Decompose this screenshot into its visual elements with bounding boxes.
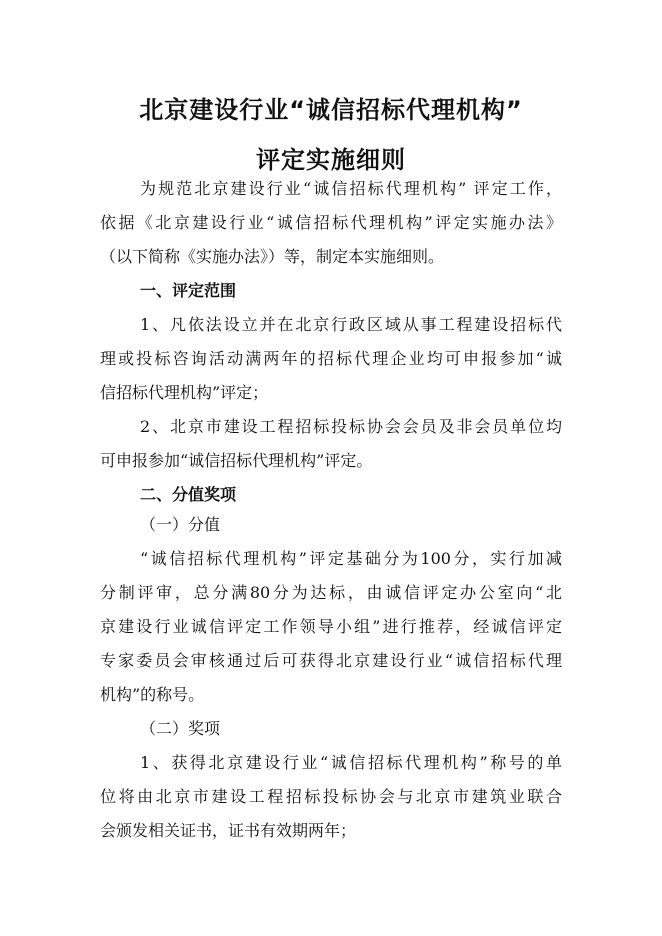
intro-line-3: （以下简称《实施办法》）等，制定本实施细则。 <box>100 247 445 266</box>
section2-sub1-line-3: 京建设行业诚信评定工作领导小组”进行推荐，经诚信评定 <box>100 617 562 636</box>
section1-item1-line-1: 1、凡依法设立并在北京行政区域从事工程建设招标代 <box>140 315 562 334</box>
section1-item2-line-1: 2、北京市建设工程招标投标协会会员及非会员单位均 <box>140 417 562 436</box>
section1-item1-line-3: 信招标代理机构”评定； <box>100 383 269 402</box>
section2-sub2-heading: （二）奖项 <box>140 719 221 738</box>
document-title-line2: 评定实施细则 <box>256 146 406 174</box>
section1-item2-line-2: 可申报参加“诚信招标代理机构”评定。 <box>100 451 373 470</box>
section2-sub1-heading: （一）分值 <box>140 515 221 534</box>
document-title-line1: 北京建设行业“诚信招标代理机构” <box>139 96 523 124</box>
section2-sub1-line-5: 机构”的称号。 <box>100 685 205 704</box>
section1-heading: 一、评定范围 <box>140 281 237 300</box>
section2-sub2-item1-line-1: 1、获得北京建设行业“诚信招标代理机构”称号的单 <box>140 753 562 772</box>
section2-sub2-item1-line-3: 会颁发相关证书，证书有效期两年； <box>100 821 357 840</box>
section2-sub1-line-1: “诚信招标代理机构”评定基础分为100分，实行加减 <box>140 549 562 568</box>
section2-sub1-line-4: 专家委员会审核通过后可获得北京建设行业“诚信招标代理 <box>100 651 562 670</box>
intro-line-1: 为规范北京建设行业“诚信招标代理机构” 评定工作， <box>140 179 562 198</box>
section2-heading: 二、分值奖项 <box>140 485 237 504</box>
intro-line-2: 依据《北京建设行业“诚信招标代理机构”评定实施办法》 <box>100 213 562 232</box>
section1-item1-line-2: 理或投标咨询活动满两年的招标代理企业均可申报参加“诚 <box>100 349 562 368</box>
section2-sub1-line-2: 分制评审，总分满80分为达标，由诚信评定办公室向“北 <box>100 583 562 602</box>
section2-sub2-item1-line-2: 位将由北京市建设工程招标投标协会与北京市建筑业联合 <box>100 787 562 806</box>
